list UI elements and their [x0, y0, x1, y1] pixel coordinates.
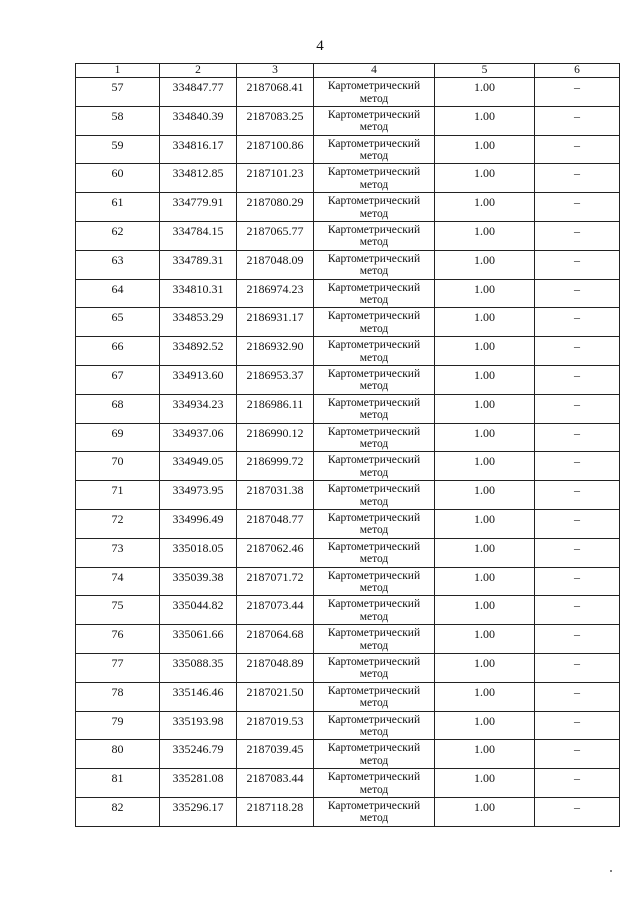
method-cell: Картометрический метод: [314, 538, 435, 567]
table-row: [76, 250, 620, 279]
scan-speck: [610, 870, 612, 872]
point-number: 59: [76, 135, 160, 164]
note-cell: –: [535, 711, 620, 740]
point-number: 78: [76, 682, 160, 711]
accuracy-cell: 1.00: [435, 538, 535, 567]
accuracy-cell: 1.00: [435, 423, 535, 452]
accuracy-cell: 1.00: [435, 797, 535, 826]
coordinate-x: 334949.05: [160, 452, 237, 481]
table-row: [76, 538, 620, 567]
coordinate-y: 2187021.50: [237, 682, 314, 711]
table-row: [76, 567, 620, 596]
note-cell: –: [535, 308, 620, 337]
point-number: 69: [76, 423, 160, 452]
coordinate-y: 2187083.25: [237, 106, 314, 135]
accuracy-cell: 1.00: [435, 193, 535, 222]
method-cell: Картометрический метод: [314, 740, 435, 769]
coordinate-x: 334973.95: [160, 481, 237, 510]
coordinate-x: 335018.05: [160, 538, 237, 567]
table-row: [76, 308, 620, 337]
table-row: [76, 769, 620, 798]
table-header-row: [76, 64, 620, 78]
coordinate-x: 334937.06: [160, 423, 237, 452]
accuracy-cell: 1.00: [435, 653, 535, 682]
coordinate-y: 2186953.37: [237, 365, 314, 394]
point-number: 66: [76, 337, 160, 366]
table-row: [76, 596, 620, 625]
point-number: 79: [76, 711, 160, 740]
note-cell: –: [535, 135, 620, 164]
method-cell: Картометрический метод: [314, 567, 435, 596]
point-number: 70: [76, 452, 160, 481]
coordinate-x: 335061.66: [160, 625, 237, 654]
coordinate-x: 334784.15: [160, 221, 237, 250]
accuracy-cell: 1.00: [435, 337, 535, 366]
point-number: 68: [76, 394, 160, 423]
note-cell: –: [535, 769, 620, 798]
note-cell: –: [535, 394, 620, 423]
coordinate-y: 2187039.45: [237, 740, 314, 769]
accuracy-cell: 1.00: [435, 78, 535, 107]
table-row: [76, 365, 620, 394]
column-header: 2: [160, 64, 237, 78]
method-cell: Картометрический метод: [314, 653, 435, 682]
method-cell: Картометрический метод: [314, 250, 435, 279]
coordinate-y: 2186932.90: [237, 337, 314, 366]
point-number: 73: [76, 538, 160, 567]
coordinate-x: 334892.52: [160, 337, 237, 366]
table-row: [76, 653, 620, 682]
method-cell: Картометрический метод: [314, 423, 435, 452]
table-row: [76, 279, 620, 308]
coordinate-y: 2187019.53: [237, 711, 314, 740]
method-cell: Картометрический метод: [314, 481, 435, 510]
note-cell: –: [535, 78, 620, 107]
table-row: [76, 394, 620, 423]
coordinate-x: 334789.31: [160, 250, 237, 279]
table-row: [76, 481, 620, 510]
method-cell: Картометрический метод: [314, 625, 435, 654]
coordinate-x: 334913.60: [160, 365, 237, 394]
coordinate-x: 335246.79: [160, 740, 237, 769]
accuracy-cell: 1.00: [435, 596, 535, 625]
table-row: [76, 682, 620, 711]
accuracy-cell: 1.00: [435, 682, 535, 711]
coordinate-x: 335146.46: [160, 682, 237, 711]
method-cell: Картометрический метод: [314, 164, 435, 193]
coordinate-y: 2187118.28: [237, 797, 314, 826]
method-cell: Картометрический метод: [314, 308, 435, 337]
coordinate-x: 335296.17: [160, 797, 237, 826]
accuracy-cell: 1.00: [435, 365, 535, 394]
note-cell: –: [535, 250, 620, 279]
note-cell: –: [535, 682, 620, 711]
coordinate-y: 2187062.46: [237, 538, 314, 567]
note-cell: –: [535, 164, 620, 193]
table-row: [76, 221, 620, 250]
coordinate-y: 2187048.77: [237, 509, 314, 538]
accuracy-cell: 1.00: [435, 509, 535, 538]
coordinate-x: 334853.29: [160, 308, 237, 337]
method-cell: Картометрический метод: [314, 797, 435, 826]
coordinate-y: 2187068.41: [237, 78, 314, 107]
note-cell: –: [535, 452, 620, 481]
method-cell: Картометрический метод: [314, 193, 435, 222]
method-cell: Картометрический метод: [314, 279, 435, 308]
table-row: [76, 625, 620, 654]
column-header: 3: [237, 64, 314, 78]
note-cell: –: [535, 279, 620, 308]
accuracy-cell: 1.00: [435, 135, 535, 164]
coordinate-x: 335193.98: [160, 711, 237, 740]
point-number: 63: [76, 250, 160, 279]
accuracy-cell: 1.00: [435, 452, 535, 481]
note-cell: –: [535, 337, 620, 366]
method-cell: Картометрический метод: [314, 106, 435, 135]
accuracy-cell: 1.00: [435, 481, 535, 510]
accuracy-cell: 1.00: [435, 221, 535, 250]
note-cell: –: [535, 596, 620, 625]
note-cell: –: [535, 481, 620, 510]
coordinate-x: 334812.85: [160, 164, 237, 193]
note-cell: –: [535, 423, 620, 452]
point-number: 76: [76, 625, 160, 654]
coordinate-x: 334847.77: [160, 78, 237, 107]
accuracy-cell: 1.00: [435, 106, 535, 135]
accuracy-cell: 1.00: [435, 250, 535, 279]
accuracy-cell: 1.00: [435, 740, 535, 769]
note-cell: –: [535, 740, 620, 769]
table-row: [76, 509, 620, 538]
coordinate-y: 2187031.38: [237, 481, 314, 510]
point-number: 58: [76, 106, 160, 135]
point-number: 75: [76, 596, 160, 625]
method-cell: Картометрический метод: [314, 365, 435, 394]
point-number: 81: [76, 769, 160, 798]
method-cell: Картометрический метод: [314, 711, 435, 740]
note-cell: –: [535, 509, 620, 538]
coordinate-y: 2187083.44: [237, 769, 314, 798]
accuracy-cell: 1.00: [435, 625, 535, 654]
table-row: [76, 423, 620, 452]
note-cell: –: [535, 221, 620, 250]
coordinate-x: 334840.39: [160, 106, 237, 135]
column-header: 5: [435, 64, 535, 78]
coordinate-x: 335044.82: [160, 596, 237, 625]
coordinate-x: 334810.31: [160, 279, 237, 308]
coordinate-y: 2186931.17: [237, 308, 314, 337]
accuracy-cell: 1.00: [435, 567, 535, 596]
accuracy-cell: 1.00: [435, 711, 535, 740]
coordinate-x: 335281.08: [160, 769, 237, 798]
table-row: [76, 135, 620, 164]
note-cell: –: [535, 193, 620, 222]
note-cell: –: [535, 106, 620, 135]
accuracy-cell: 1.00: [435, 394, 535, 423]
coordinate-y: 2186986.11: [237, 394, 314, 423]
method-cell: Картометрический метод: [314, 596, 435, 625]
point-number: 77: [76, 653, 160, 682]
point-number: 82: [76, 797, 160, 826]
coordinate-x: 335088.35: [160, 653, 237, 682]
method-cell: Картометрический метод: [314, 509, 435, 538]
coordinate-x: 334996.49: [160, 509, 237, 538]
accuracy-cell: 1.00: [435, 308, 535, 337]
method-cell: Картометрический метод: [314, 394, 435, 423]
point-number: 71: [76, 481, 160, 510]
point-number: 74: [76, 567, 160, 596]
table-row: [76, 711, 620, 740]
note-cell: –: [535, 538, 620, 567]
note-cell: –: [535, 625, 620, 654]
coordinate-x: 334934.23: [160, 394, 237, 423]
point-number: 62: [76, 221, 160, 250]
coordinate-y: 2187080.29: [237, 193, 314, 222]
coordinate-y: 2186999.72: [237, 452, 314, 481]
point-number: 60: [76, 164, 160, 193]
coordinate-x: 335039.38: [160, 567, 237, 596]
accuracy-cell: 1.00: [435, 279, 535, 308]
note-cell: –: [535, 567, 620, 596]
coordinate-x: 334779.91: [160, 193, 237, 222]
coordinate-y: 2187073.44: [237, 596, 314, 625]
point-number: 65: [76, 308, 160, 337]
table-row: [76, 452, 620, 481]
method-cell: Картометрический метод: [314, 78, 435, 107]
coordinate-x: 334816.17: [160, 135, 237, 164]
coordinate-y: 2187071.72: [237, 567, 314, 596]
table-row: [76, 193, 620, 222]
table-row: [76, 797, 620, 826]
coordinate-y: 2187100.86: [237, 135, 314, 164]
accuracy-cell: 1.00: [435, 769, 535, 798]
coordinates-table: [75, 63, 620, 827]
method-cell: Картометрический метод: [314, 452, 435, 481]
point-number: 64: [76, 279, 160, 308]
method-cell: Картометрический метод: [314, 769, 435, 798]
table-row: [76, 78, 620, 107]
coordinate-y: 2187048.89: [237, 653, 314, 682]
point-number: 72: [76, 509, 160, 538]
coordinate-y: 2186990.12: [237, 423, 314, 452]
point-number: 67: [76, 365, 160, 394]
note-cell: –: [535, 365, 620, 394]
coordinate-y: 2187101.23: [237, 164, 314, 193]
column-header: 1: [76, 64, 160, 78]
coordinate-y: 2187048.09: [237, 250, 314, 279]
table-row: [76, 106, 620, 135]
method-cell: Картометрический метод: [314, 682, 435, 711]
point-number: 80: [76, 740, 160, 769]
accuracy-cell: 1.00: [435, 164, 535, 193]
coordinate-y: 2186974.23: [237, 279, 314, 308]
page-number: 4: [316, 38, 324, 54]
point-number: 61: [76, 193, 160, 222]
table-row: [76, 740, 620, 769]
method-cell: Картометрический метод: [314, 337, 435, 366]
method-cell: Картометрический метод: [314, 221, 435, 250]
coordinate-y: 2187065.77: [237, 221, 314, 250]
table-row: [76, 164, 620, 193]
note-cell: –: [535, 653, 620, 682]
point-number: 57: [76, 78, 160, 107]
column-header: 4: [314, 64, 435, 78]
column-header: 6: [535, 64, 620, 78]
method-cell: Картометрический метод: [314, 135, 435, 164]
coordinate-y: 2187064.68: [237, 625, 314, 654]
note-cell: –: [535, 797, 620, 826]
table-row: [76, 337, 620, 366]
